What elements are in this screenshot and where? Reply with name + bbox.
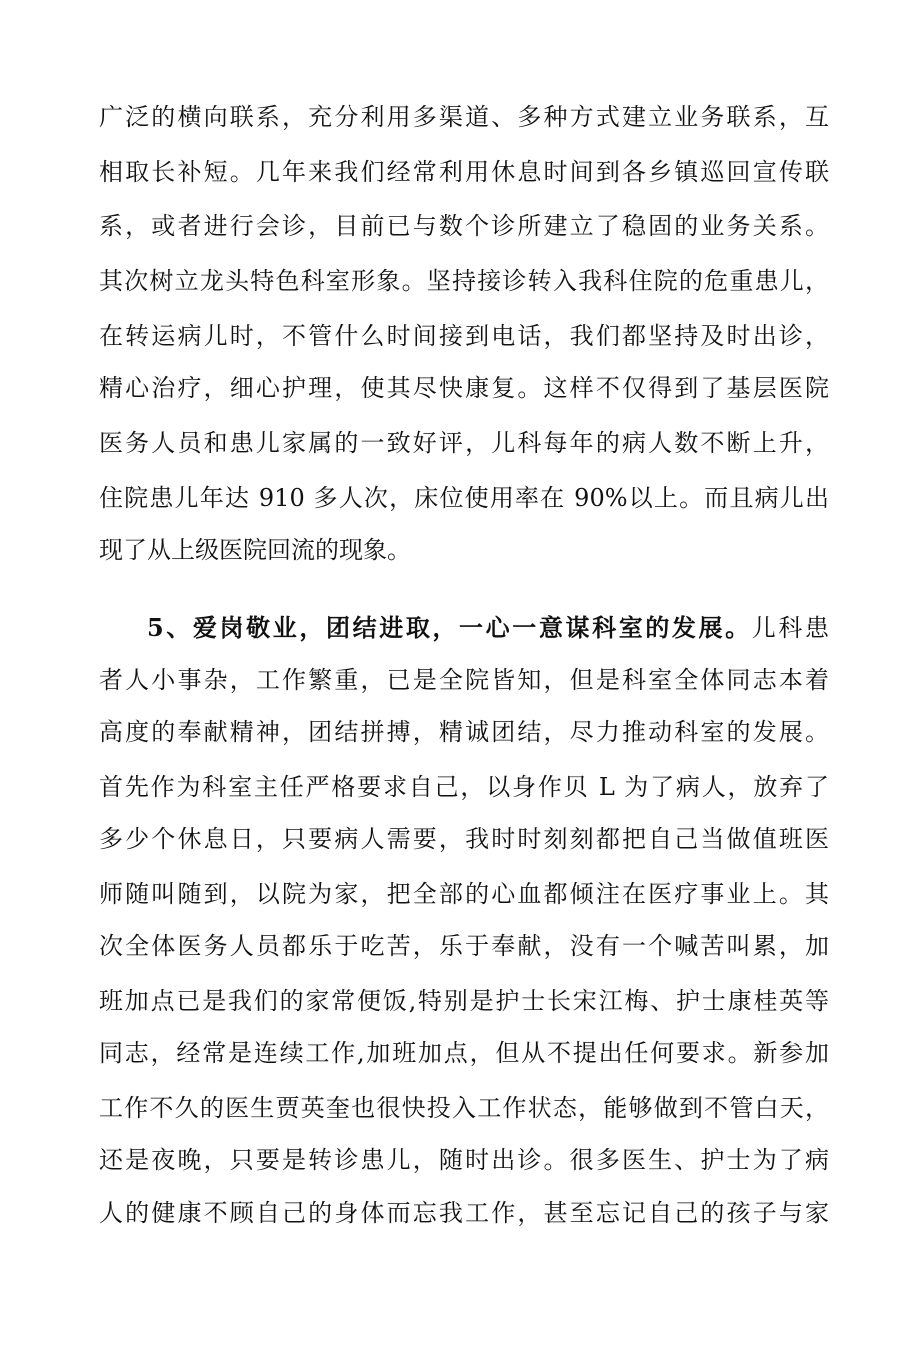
paragraph-line: 现了从上级医院回流的现象。 xyxy=(99,536,411,564)
paragraph-line: 在转运病儿时，不管什么时间接到电话，我们都坚持及时出诊， xyxy=(99,322,829,350)
paragraph-line: 相取长补短。几年来我们经常利用休息时间到各乡镇巡回宣传联 xyxy=(99,158,829,186)
paragraph-line: 人的健康不顾自己的身体而忘我工作，甚至忘记自己的孩子与家 xyxy=(99,1199,829,1227)
paragraph-line: 师随叫随到，以院为家，把全部的心血都倾注在医疗事业上。其 xyxy=(99,880,829,908)
paragraph-line: 多少个休息日，只要病人需要，我时时刻刻都把自己当做值班医 xyxy=(99,825,829,853)
paragraph-line: 班加点已是我们的家常便饭,特别是护士长宋江梅、护士康桂英等 xyxy=(99,987,829,1015)
paragraph-line: 工作不久的医生贾英奎也很快投入工作状态，能够做到不管白天， xyxy=(99,1094,829,1122)
paragraph-line: 住院患儿年达 910 多人次，床位使用率在 90%以上。而且病儿出 xyxy=(99,484,829,512)
paragraph-line: 精心治疗，细心护理，使其尽快康复。这样不仅得到了基层医院 xyxy=(99,374,829,402)
section-heading: 5、爱岗敬业，团结进取，一心一意谋科室的发展。 xyxy=(147,613,752,642)
paragraph-line: 同志，经常是连续工作,加班加点，但从不提出任何要求。新参加 xyxy=(99,1039,829,1067)
paragraph-line: 次全体医务人员都乐于吃苦，乐于奉献，没有一个喊苦叫累，加 xyxy=(99,932,829,960)
paragraph-line: 广泛的横向联系，充分利用多渠道、多种方式建立业务联系，互 xyxy=(99,103,829,131)
paragraph-line: 系，或者进行会诊，目前已与数个诊所建立了稳固的业务关系。 xyxy=(99,212,829,240)
paragraph-line: 医务人员和患儿家属的一致好评，儿科每年的病人数不断上升， xyxy=(99,429,829,457)
section-heading-line xyxy=(147,608,829,648)
paragraph-line: 者人小事杂，工作繁重，已是全院皆知，但是科室全体同志本着 xyxy=(99,666,829,694)
paragraph-line: 其次树立龙头特色科室形象。坚持接诊转入我科住院的危重患儿， xyxy=(99,267,829,295)
section-heading-continuation: 儿科患 xyxy=(751,614,829,642)
paragraph-line: 还是夜晚，只要是转诊患儿，随时出诊。很多医生、护士为了病 xyxy=(99,1146,829,1174)
paragraph-line: 高度的奉献精神，团结拼搏，精诚团结，尽力推动科室的发展。 xyxy=(99,718,829,746)
paragraph-line: 首先作为科室主任严格要求自己，以身作贝 L 为了病人，放弃了 xyxy=(99,773,829,801)
